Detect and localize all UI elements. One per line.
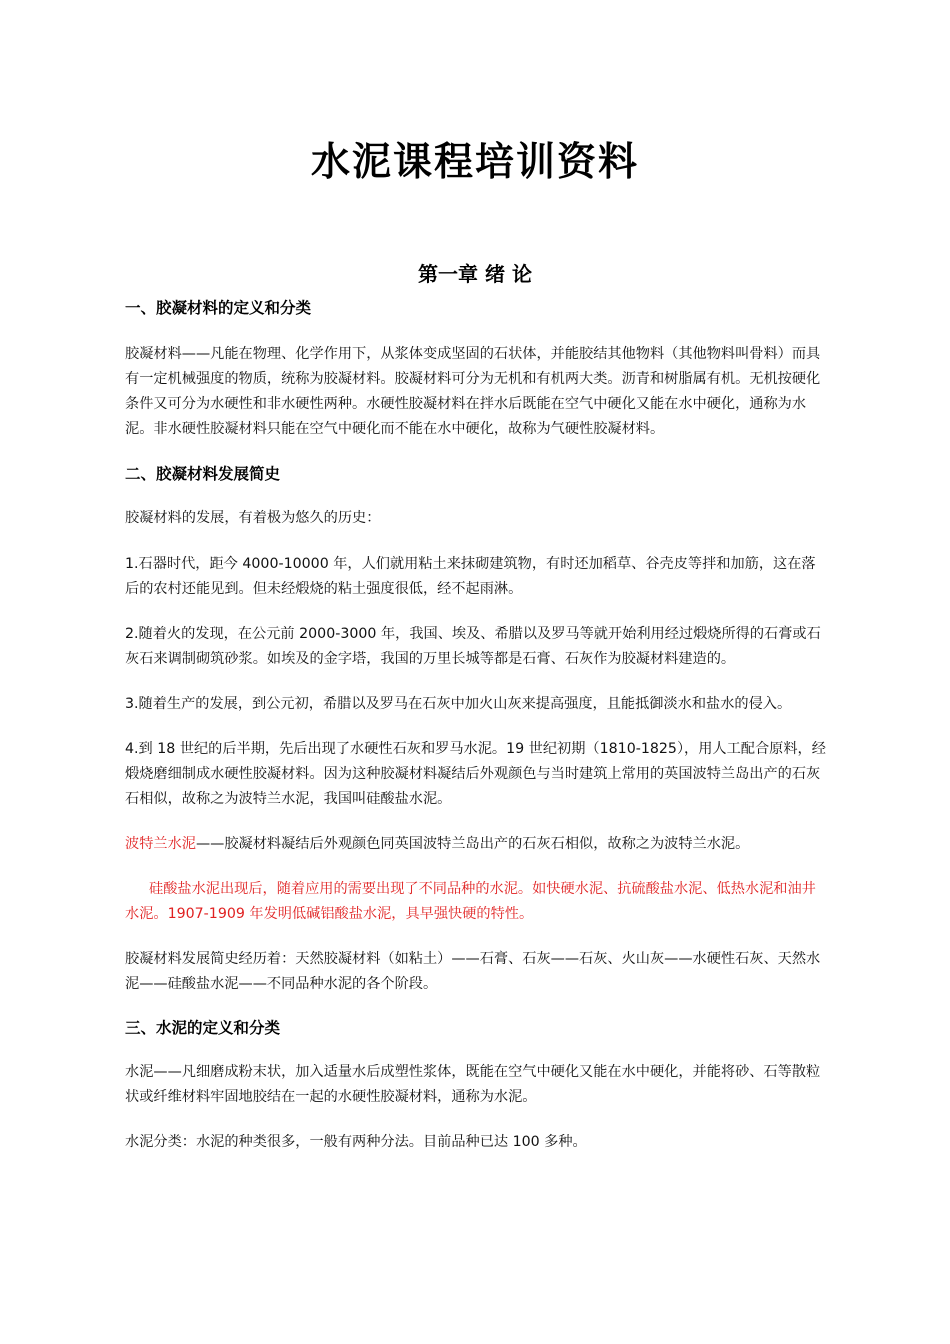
paragraph-history-2: 2.随着火的发现，在公元前 2000-3000 年，我国、埃及、希腊以及罗马等就开始利用经过煅烧所得的石膏或石灰石来调制砌筑砂浆。如埃及的金字塔，我国的万里长城等都是石膏、石灰作为胶凝材料建造的。 (125, 626, 821, 667)
section-heading-2: 二、胶凝材料发展简史 (125, 465, 281, 483)
paragraph-history-summary: 胶凝材料发展简史经历着：天然胶凝材料（如粘土）——石膏、石灰——石灰、火山灰——水硬性石灰、天然水泥——硅酸盐水泥——不同品种水泥的各个阶段。 (125, 951, 821, 992)
section-heading-3: 三、水泥的定义和分类 (125, 1019, 281, 1037)
paragraph-history-intro: 胶凝材料的发展，有着极为悠久的历史： (125, 510, 381, 526)
portland-definition-text: ——胶凝材料凝结后外观颜色同英国波特兰岛出产的石灰石相似，故称之为波特兰水泥。 (195, 836, 750, 852)
chapter-heading: 第一章 绪 论 (418, 262, 532, 286)
paragraph-portland-definition (125, 832, 827, 857)
paragraph-cement-classification: 水泥分类：水泥的种类很多，一般有两种分法。目前品种已达 100 多种。 (125, 1134, 587, 1150)
paragraph-cement-definition: 水泥——凡细磨成粉末状，加入适量水后成塑性浆体，既能在空气中硬化又能在水中硬化，并能将砂、石等散粒状或纤维材料牢固地胶结在一起的水硬性胶凝材料，通称为水泥。 (125, 1064, 821, 1105)
document-body (125, 296, 827, 1155)
paragraph-history-1: 1.石器时代，距今 4000-10000 年，人们就用粘土来抹砌建筑物，有时还加稻草、谷壳皮等拌和加筋，这在落后的农村还能见到。但未经煅烧的粘土强度很低，经不起雨淋。 (125, 556, 816, 597)
paragraph-history-4: 4.到 18 世纪的后半期，先后出现了水硬性石灰和罗马水泥。19 世纪初期（1810-1825），用人工配合原料，经煅烧磨细制成水硬性胶凝材料。因为这种胶凝材料凝结后外观颜色与当时建筑上常用的英国波特兰岛出产的石灰石相似，故称之为波特兰水泥，我国叫硅酸盐水泥。 (125, 741, 826, 807)
section-heading-1: 一、胶凝材料的定义和分类 (125, 299, 312, 317)
portland-term: 波特兰水泥 (125, 836, 196, 852)
document-title: 水泥课程培训资料 (310, 140, 639, 185)
paragraph-history-3: 3.随着生产的发展，到公元初，希腊以及罗马在石灰中加火山灰来提高强度，且能抵御淡水和盐水的侵入。 (125, 696, 792, 712)
paragraph-definition: 胶凝材料——凡能在物理、化学作用下，从浆体变成坚固的石状体，并能胶结其他物料（其他物料叫骨料）而具有一定机械强度的物质，统称为胶凝材料。胶凝材料可分为无机和有机两大类。沥青和树脂属有机。无机按硬化条件又可分为水硬性和非水硬性两种。水硬性胶凝材料在拌水后既能在空气中硬化又能在水中硬化，通称为水泥。非水硬性胶凝材料只能在空气中硬化而不能在水中硬化，故称为气硬性胶凝材料。 (125, 346, 821, 437)
paragraph-red-note: 硅酸盐水泥出现后，随着应用的需要出现了不同品种的水泥。如快硬水泥、抗硫酸盐水泥、低热水泥和油井水泥。1907-1909 年发明低碱铝酸盐水泥，具早强快硬的特性。 (125, 881, 816, 922)
